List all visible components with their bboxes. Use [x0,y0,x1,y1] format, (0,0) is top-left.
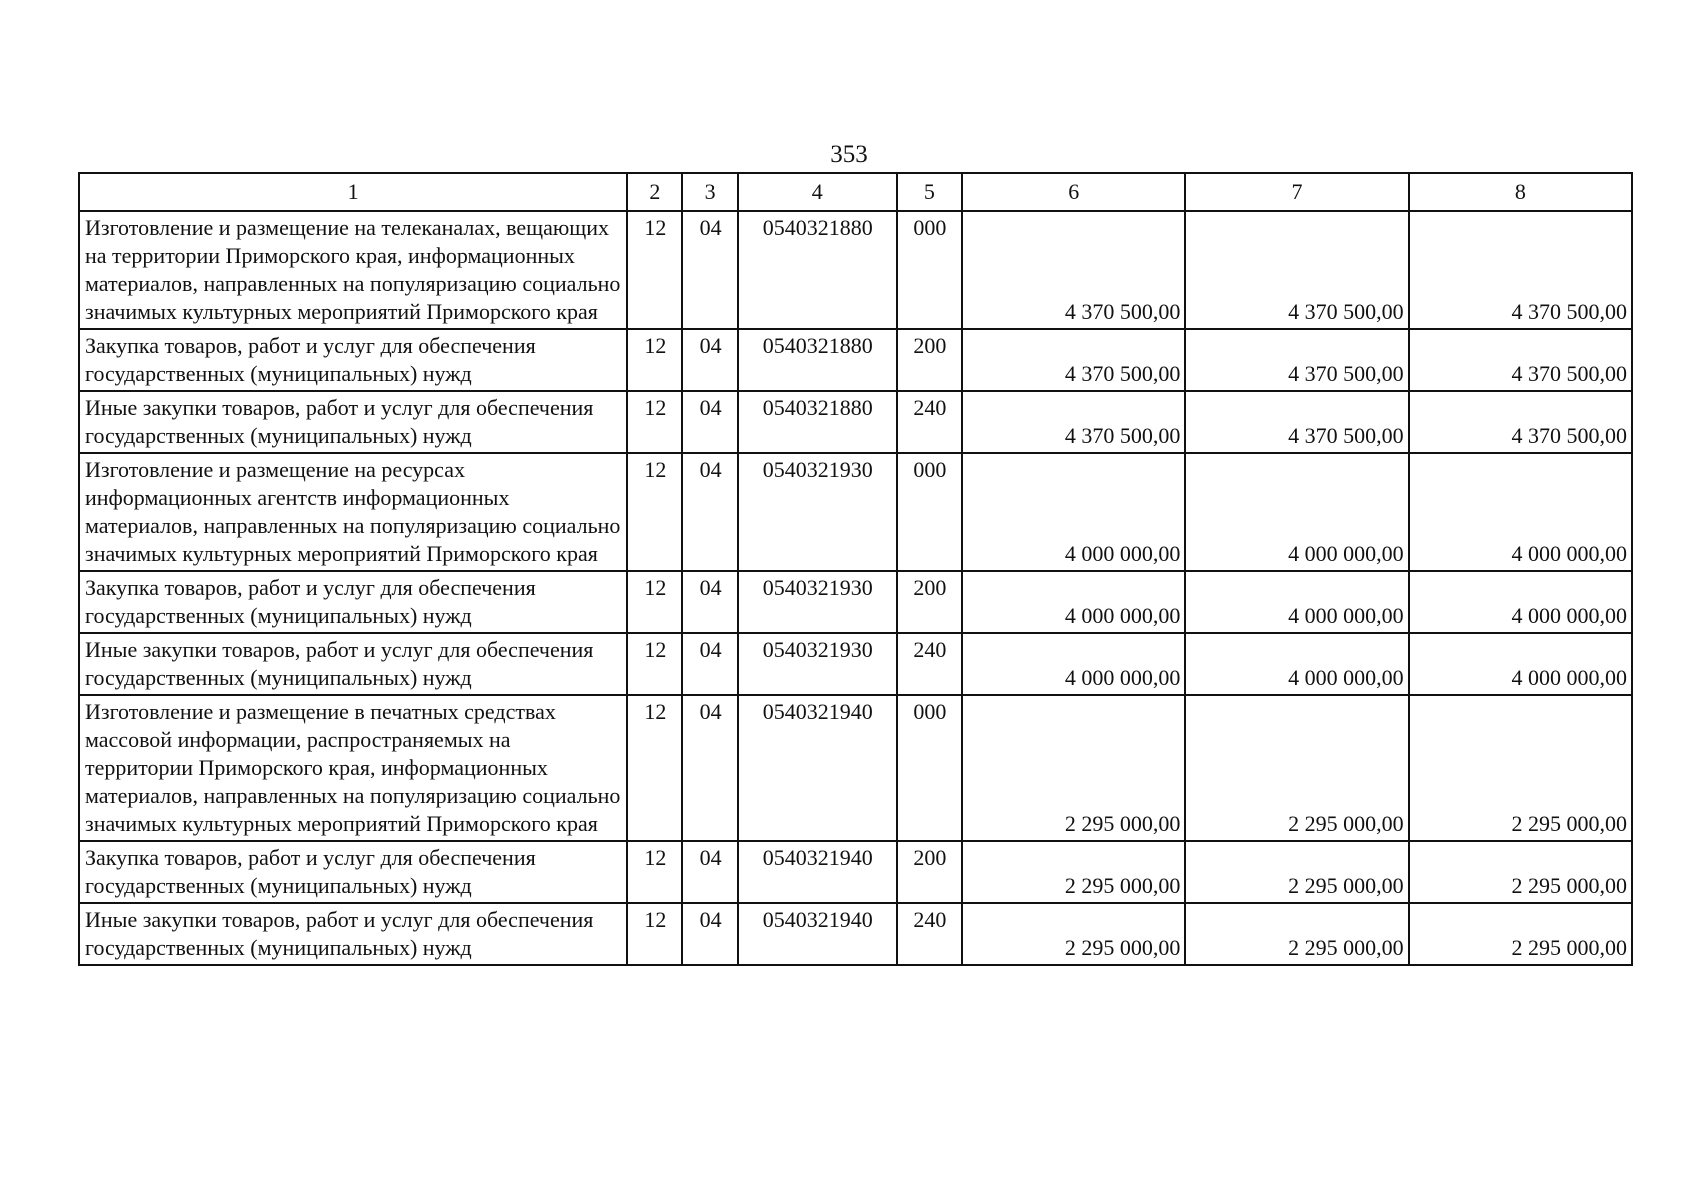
header-col-4: 4 [738,173,897,211]
cell-expense-type: 240 [897,633,962,695]
cell-section: 12 [627,211,682,329]
cell-section: 12 [627,571,682,633]
cell-subsection: 04 [682,903,737,965]
cell-amount-6: 2 295 000,00 [962,695,1185,841]
cell-section: 12 [627,841,682,903]
header-row [79,173,1632,211]
cell-subsection: 04 [682,571,737,633]
cell-name: Изготовление и размещение на ресурсах информационных агентств информационных материалов, направленных на популяризацию социально значимых культурных мероприятий Приморского края [79,453,627,571]
cell-amount-8: 4 370 500,00 [1409,329,1632,391]
cell-amount-7: 4 000 000,00 [1185,571,1408,633]
cell-expense-type: 200 [897,841,962,903]
table-body [79,211,1632,965]
table-row [79,903,1632,965]
table-header [79,173,1632,211]
table-row [79,695,1632,841]
cell-target-code: 0540321930 [738,633,897,695]
cell-target-code: 0540321940 [738,903,897,965]
cell-amount-6: 4 370 500,00 [962,329,1185,391]
cell-amount-7: 2 295 000,00 [1185,695,1408,841]
cell-subsection: 04 [682,695,737,841]
cell-section: 12 [627,903,682,965]
cell-amount-8: 4 370 500,00 [1409,211,1632,329]
cell-amount-7: 4 370 500,00 [1185,329,1408,391]
cell-subsection: 04 [682,329,737,391]
cell-section: 12 [627,695,682,841]
cell-target-code: 0540321930 [738,571,897,633]
cell-amount-7: 2 295 000,00 [1185,841,1408,903]
cell-amount-7: 4 000 000,00 [1185,453,1408,571]
cell-amount-6: 4 370 500,00 [962,391,1185,453]
table-row [79,391,1632,453]
cell-section: 12 [627,633,682,695]
cell-expense-type: 000 [897,211,962,329]
cell-amount-8: 2 295 000,00 [1409,695,1632,841]
cell-expense-type: 000 [897,453,962,571]
cell-amount-6: 2 295 000,00 [962,841,1185,903]
cell-amount-6: 4 370 500,00 [962,211,1185,329]
cell-name: Закупка товаров, работ и услуг для обеспечения государственных (муниципальных) нужд [79,329,627,391]
cell-name: Иные закупки товаров, работ и услуг для обеспечения государственных (муниципальных) нужд [79,903,627,965]
header-col-2: 2 [627,173,682,211]
header-col-7: 7 [1185,173,1408,211]
cell-subsection: 04 [682,633,737,695]
cell-amount-7: 4 370 500,00 [1185,211,1408,329]
cell-name: Изготовление и размещение в печатных средствах массовой информации, распространяемых на территории Приморского края, информационных материалов, направленных на популяризацию социально значимых культурных мероприятий Приморского края [79,695,627,841]
cell-target-code: 0540321880 [738,391,897,453]
cell-name: Изготовление и размещение на телеканалах, вещающих на территории Приморского края, информационных материалов, направленных на популяризацию социально значимых культурных мероприятий Приморского края [79,211,627,329]
cell-target-code: 0540321880 [738,329,897,391]
table-row [79,571,1632,633]
table-row [79,211,1632,329]
cell-amount-6: 2 295 000,00 [962,903,1185,965]
table-row [79,633,1632,695]
cell-amount-8: 2 295 000,00 [1409,903,1632,965]
cell-amount-6: 4 000 000,00 [962,571,1185,633]
header-col-3: 3 [682,173,737,211]
budget-table [78,172,1633,966]
cell-name: Закупка товаров, работ и услуг для обеспечения государственных (муниципальных) нужд [79,571,627,633]
table-row [79,453,1632,571]
cell-target-code: 0540321880 [738,211,897,329]
cell-amount-8: 4 000 000,00 [1409,633,1632,695]
cell-subsection: 04 [682,211,737,329]
header-col-1: 1 [79,173,627,211]
cell-name: Закупка товаров, работ и услуг для обеспечения государственных (муниципальных) нужд [79,841,627,903]
cell-name: Иные закупки товаров, работ и услуг для обеспечения государственных (муниципальных) нужд [79,391,627,453]
table-row [79,841,1632,903]
cell-target-code: 0540321940 [738,695,897,841]
cell-expense-type: 200 [897,571,962,633]
table-row [79,329,1632,391]
cell-amount-8: 4 000 000,00 [1409,453,1632,571]
cell-name: Иные закупки товаров, работ и услуг для обеспечения государственных (муниципальных) нужд [79,633,627,695]
header-col-6: 6 [962,173,1185,211]
cell-subsection: 04 [682,391,737,453]
header-col-5: 5 [897,173,962,211]
cell-section: 12 [627,329,682,391]
cell-expense-type: 000 [897,695,962,841]
cell-amount-7: 2 295 000,00 [1185,903,1408,965]
cell-target-code: 0540321930 [738,453,897,571]
cell-amount-8: 4 370 500,00 [1409,391,1632,453]
cell-amount-6: 4 000 000,00 [962,453,1185,571]
cell-amount-7: 4 000 000,00 [1185,633,1408,695]
cell-amount-8: 4 000 000,00 [1409,571,1632,633]
cell-expense-type: 240 [897,391,962,453]
cell-section: 12 [627,453,682,571]
cell-expense-type: 200 [897,329,962,391]
cell-expense-type: 240 [897,903,962,965]
page-number: 353 [830,141,868,168]
header-col-8: 8 [1409,173,1632,211]
cell-target-code: 0540321940 [738,841,897,903]
cell-section: 12 [627,391,682,453]
cell-amount-8: 2 295 000,00 [1409,841,1632,903]
cell-subsection: 04 [682,453,737,571]
cell-amount-6: 4 000 000,00 [962,633,1185,695]
cell-amount-7: 4 370 500,00 [1185,391,1408,453]
cell-subsection: 04 [682,841,737,903]
